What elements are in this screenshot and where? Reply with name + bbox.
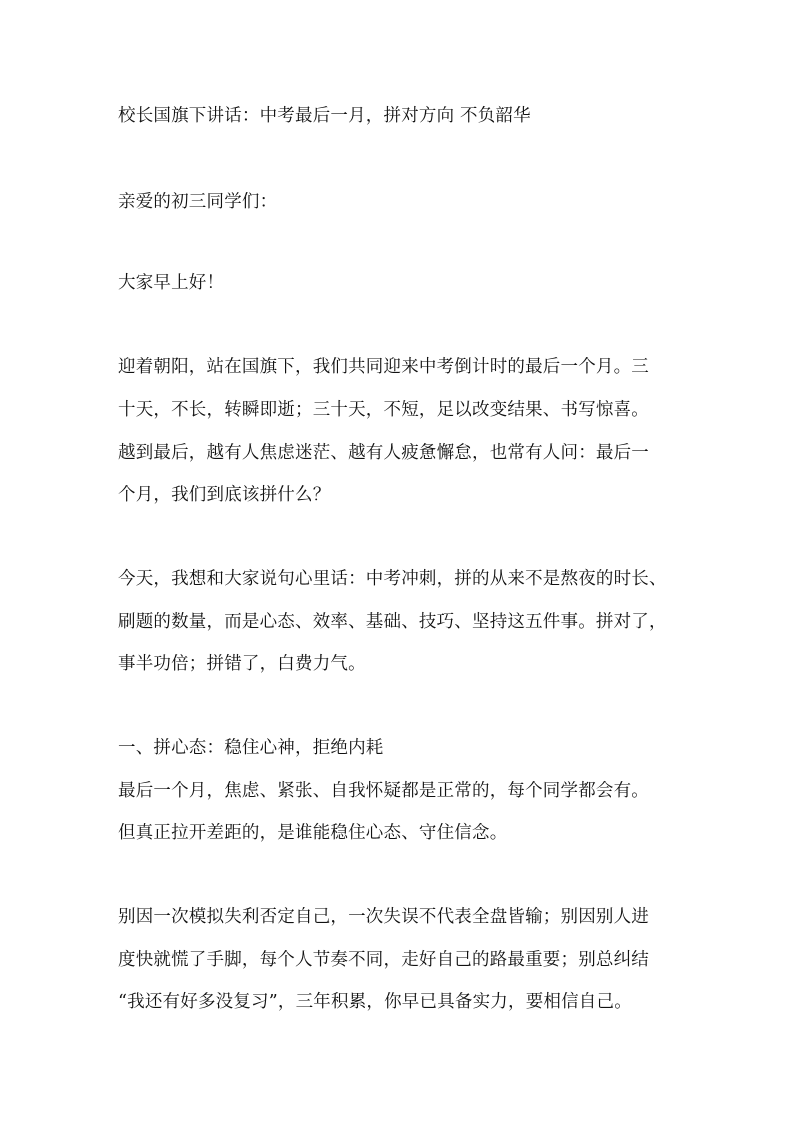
paragraph-line: 但真正拉开差距的，是谁能稳住心态、守住信念。: [118, 823, 508, 843]
section-heading: 一、拼心态：稳住心神，拒绝内耗: [118, 738, 384, 758]
paragraph-line: 事半功倍；拼错了，白费力气。: [118, 654, 366, 674]
document-title: 校长国旗下讲话：中考最后一月，拼对方向 不负韶华: [118, 106, 531, 126]
paragraph-line: 最后一个月，焦虑、紧张、自我怀疑都是正常的，每个同学都会有。: [118, 781, 649, 801]
paragraph-line: 个月，我们到底该拼什么？: [118, 485, 331, 505]
paragraph-line: 越到最后，越有人焦虑迷茫、越有人疲惫懈怠，也常有人问：最后一: [118, 443, 649, 463]
salutation: 亲爱的初三同学们：: [118, 192, 278, 212]
greeting: 大家早上好！: [118, 273, 225, 293]
paragraph-line: 别因一次模拟失利否定自己，一次失误不代表全盘皆输；别因别人进: [118, 907, 649, 927]
paragraph-line: “我还有好多没复习”，三年积累，你早已具备实力，要相信自己。: [118, 992, 632, 1012]
paragraph-line: 度快就慌了手脚，每个人节奏不同，走好自己的路最重要；别总纠结: [118, 950, 649, 970]
paragraph-line: 刷题的数量，而是心态、效率、基础、技巧、坚持这五件事。拼对了，: [118, 612, 667, 632]
paragraph-line: 十天，不长，转瞬即逝；三十天，不短，足以改变结果、书写惊喜。: [118, 400, 649, 420]
paragraph-line: 今天，我想和大家说句心里话：中考冲刺，拼的从来不是熬夜的时长、: [118, 569, 667, 589]
paragraph-line: 迎着朝阳，站在国旗下，我们共同迎来中考倒计时的最后一个月。三: [118, 357, 649, 377]
